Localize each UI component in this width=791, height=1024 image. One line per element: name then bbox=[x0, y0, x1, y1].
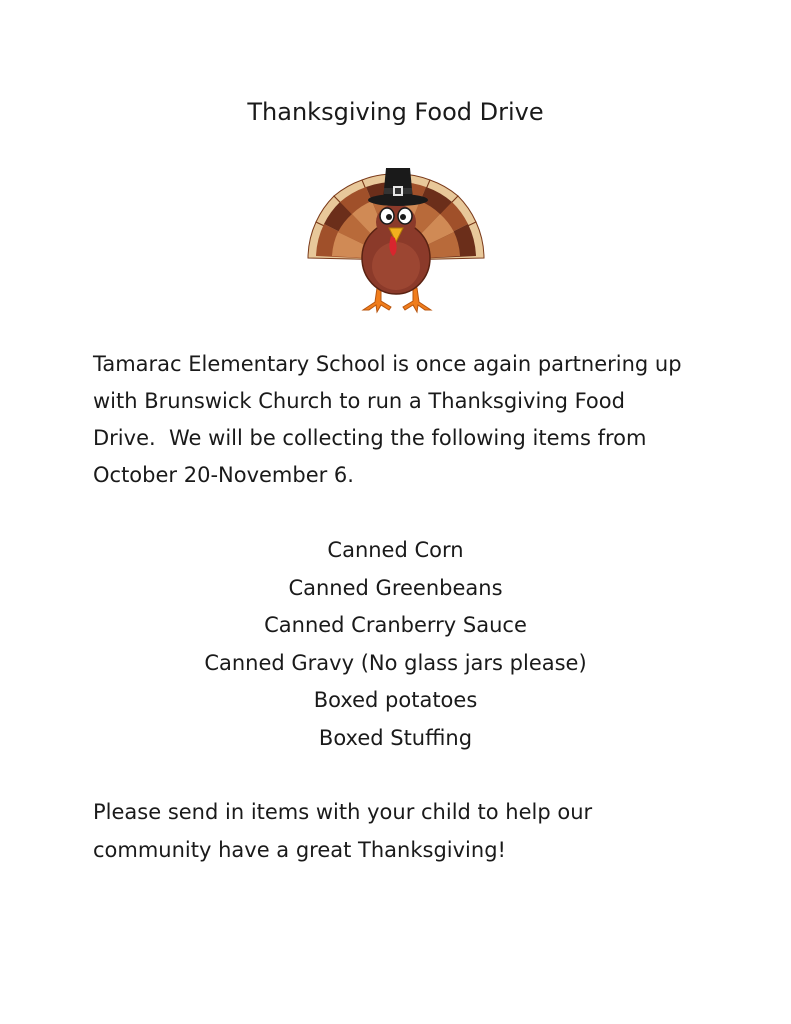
list-item: Canned Greenbeans bbox=[288, 575, 503, 600]
list-item: Boxed potatoes bbox=[313, 688, 478, 712]
intro-paragraph bbox=[93, 346, 713, 494]
donation-item-list bbox=[0, 532, 791, 757]
intro-line: with Brunswick Church to run a Thanksgiving Food bbox=[93, 389, 625, 413]
list-item: Canned Gravy (No glass jars please) bbox=[204, 650, 587, 675]
page-title: Thanksgiving Food Drive bbox=[247, 98, 544, 126]
intro-line: Tamarac Elementary School is once again partnering up bbox=[93, 352, 682, 376]
intro-line: Drive. We will be collecting the following items from bbox=[93, 426, 647, 450]
list-item: Canned Corn bbox=[327, 538, 464, 562]
closing-paragraph bbox=[93, 793, 713, 869]
list-item: Canned Cranberry Sauce bbox=[264, 613, 527, 637]
intro-line: October 20-November 6. bbox=[93, 463, 354, 487]
pilgrim-turkey-icon bbox=[303, 160, 489, 316]
list-item: Boxed Stuffing bbox=[318, 725, 473, 750]
closing-line: community have a great Thanksgiving! bbox=[93, 838, 506, 862]
closing-line: Please send in items with your child to help our bbox=[93, 800, 593, 824]
